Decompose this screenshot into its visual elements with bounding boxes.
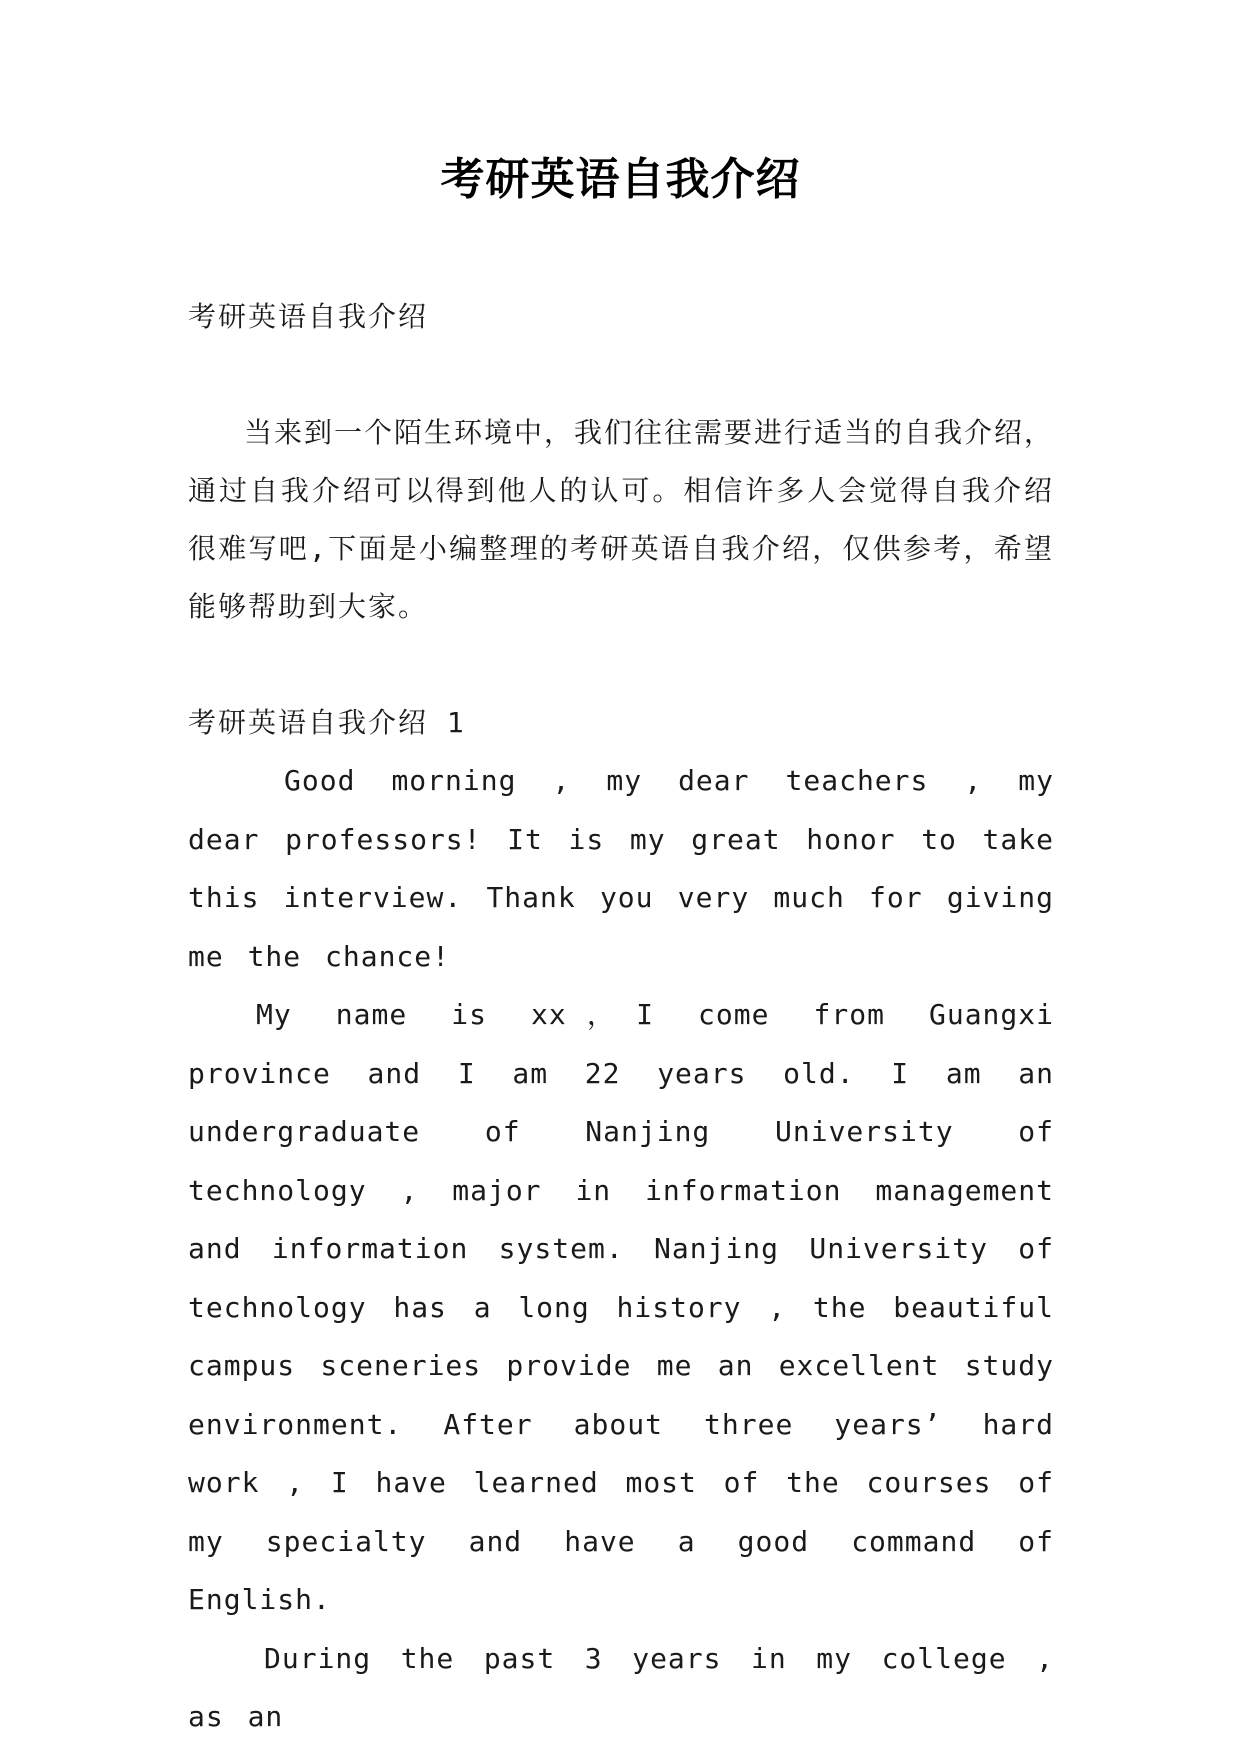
paragraph-college: During the past 3 years in my college , as an (188, 1641, 1054, 1733)
intro-paragraph: 当来到一个陌生环境中，我们往往需要进行适当的自我介绍，通过自我介绍可以得到他人的认可。相信许多人会觉得自我介绍很难写吧,下面是小编整理的考研英语自我介绍，仅供参考，希望能够帮助到大家。 (188, 416, 1055, 623)
document-body (188, 288, 1054, 1747)
paragraph-background: My name is xx，I come from Guangxi province and I am 22 years old. I am an undergraduate of Nanjing University of technology , major in information management and information system. Nanjing University of technology has a long history , the beautiful campus sceneries provide me an excellent study environment. After about three years’ hard work , I have learned most of the courses of my specialty and have a good command of English. (188, 998, 1054, 1616)
document-title: 考研英语自我介绍 (440, 154, 801, 205)
document-subtitle: 考研英语自我介绍 (188, 300, 429, 333)
paragraph-greeting: Good morning , my dear teachers , my dear professors! It is my great honor to take this interview. Thank you very much for giving me the chance! (188, 764, 1054, 973)
section-heading: 考研英语自我介绍 1 (188, 706, 466, 739)
